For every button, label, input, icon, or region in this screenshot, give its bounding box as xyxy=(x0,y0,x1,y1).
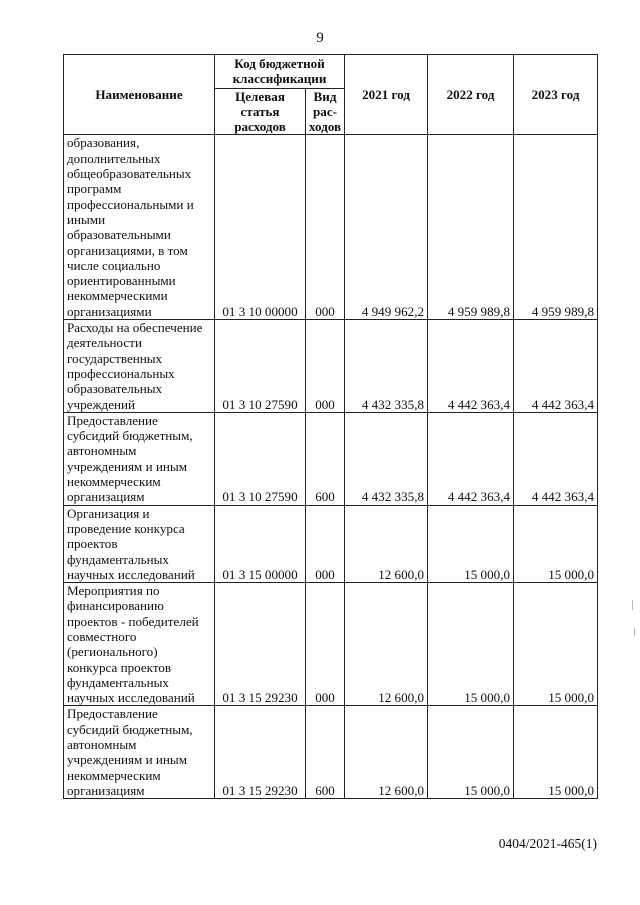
row-2022: 4 442 363,4 xyxy=(428,320,514,413)
row-2021: 12 600,0 xyxy=(345,706,428,799)
row-2022: 15 000,0 xyxy=(428,583,514,706)
table-row xyxy=(64,135,598,320)
row-2022: 4 959 989,8 xyxy=(428,135,514,320)
row-type: 000 xyxy=(306,320,345,413)
row-name: Предоставление субсидий бюджетным, автономным учреждениям и иным некоммерческим организациям xyxy=(64,412,215,505)
table-row xyxy=(64,583,598,706)
row-2021: 12 600,0 xyxy=(345,505,428,582)
page-number: 9 xyxy=(316,30,324,46)
row-2022: 15 000,0 xyxy=(428,505,514,582)
row-code: 01 3 10 27590 xyxy=(215,320,306,413)
row-code: 01 3 15 29230 xyxy=(215,706,306,799)
row-2023: 4 442 363,4 xyxy=(514,412,598,505)
row-code: 01 3 15 29230 xyxy=(215,583,306,706)
header-code-group: Код бюджетной классификации xyxy=(215,55,345,89)
header-year-2022: 2022 год xyxy=(428,55,514,135)
row-2023: 15 000,0 xyxy=(514,505,598,582)
row-code: 01 3 10 00000 xyxy=(215,135,306,320)
row-type: 000 xyxy=(306,505,345,582)
row-2021: 4 432 335,8 xyxy=(345,320,428,413)
header-year-2023: 2023 год xyxy=(514,55,598,135)
row-type: 000 xyxy=(306,583,345,706)
row-2022: 15 000,0 xyxy=(428,706,514,799)
row-type: 000 xyxy=(306,135,345,320)
row-name: Предоставление субсидий бюджетным, автономным учреждениям и иным некоммерческим организациям xyxy=(64,706,215,799)
budget-table xyxy=(63,54,598,799)
row-name: Расходы на обеспечение деятельности государственных профессиональных образовательных учреждений xyxy=(64,320,215,413)
row-name: Мероприятия по финансированию проектов - победителей совместного (регионального) конкурса проектов фундаментальных научных исследований xyxy=(64,583,215,706)
row-code: 01 3 10 27590 xyxy=(215,412,306,505)
row-name: образования, дополнительных общеобразовательных программ профессиональными и иными образовательными организациями, в том числе социально ориентированными некоммерческими организациями xyxy=(64,135,215,320)
table-row xyxy=(64,505,598,582)
row-2021: 4 949 962,2 xyxy=(345,135,428,320)
row-name: Организация и проведение конкурса проектов фундаментальных научных исследований xyxy=(64,505,215,582)
row-2023: 15 000,0 xyxy=(514,706,598,799)
row-2023: 15 000,0 xyxy=(514,583,598,706)
table-row xyxy=(64,320,598,413)
header-expense-type: Вид рас-ходов xyxy=(306,88,345,135)
row-2023: 4 959 989,8 xyxy=(514,135,598,320)
row-2022: 4 442 363,4 xyxy=(428,412,514,505)
scan-mark xyxy=(632,600,633,610)
document-code: 0404/2021-465(1) xyxy=(498,836,597,851)
header-year-2021: 2021 год xyxy=(345,55,428,135)
row-type: 600 xyxy=(306,706,345,799)
scan-mark xyxy=(634,628,635,636)
table-row xyxy=(64,412,598,505)
header-target-article: Целевая статья расходов xyxy=(215,88,306,135)
row-type: 600 xyxy=(306,412,345,505)
row-2021: 4 432 335,8 xyxy=(345,412,428,505)
row-2021: 12 600,0 xyxy=(345,583,428,706)
header-name: Наименование xyxy=(64,55,215,135)
table-row xyxy=(64,706,598,799)
row-code: 01 3 15 00000 xyxy=(215,505,306,582)
row-2023: 4 442 363,4 xyxy=(514,320,598,413)
